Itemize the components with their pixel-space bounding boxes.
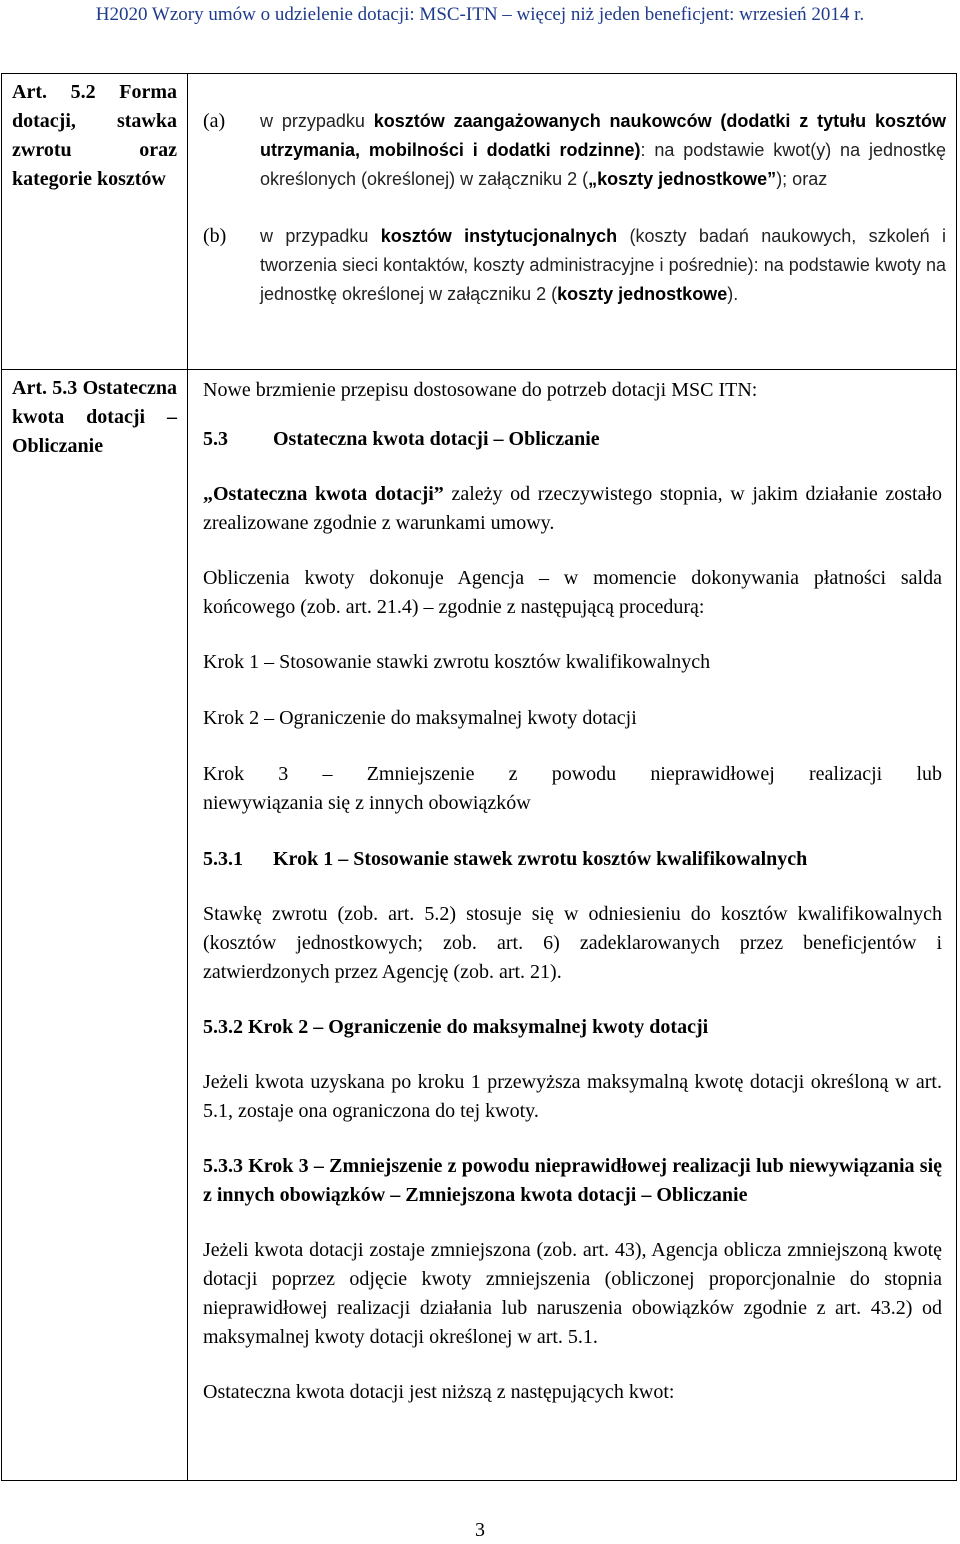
paragraph: Ostateczna kwota dotacji jest niższą z następujących kwot: (203, 1381, 675, 1403)
item-text: w przypadku kosztów zaangażowanych naukowców (dodatki z tytułu kosztów utrzymania, mobilności i dodatki rodzinne): na podstawie kwot(y) na jednostkę określonych (określonej) w załączniku 2 („koszty jednostkowe”); oraz (260, 111, 947, 189)
step-item: Krok 1 – Stosowanie stawki zwrotu kosztów kwalifikowalnych (203, 651, 711, 673)
paragraph: Jeżeli kwota uzyskana po kroku 1 przewyższa maksymalną kwotę dotacji określoną w art. 5.1, zostaje ona ograniczona do tej kwoty. (203, 1071, 942, 1122)
list-item-b (203, 222, 946, 309)
section-heading: 5.3.3 Krok 3 – Zmniejszenie z powodu nieprawidłowej realizacji lub niewywiązania się z innych obowiązków – Zmniejszona kwota dotacji – Obliczanie (203, 1155, 942, 1206)
item-label: (b) (203, 225, 227, 247)
intro-text: Nowe brzmienie przepisu dostosowane do potrzeb dotacji MSC ITN: (203, 379, 758, 401)
section-heading: 5.3 Ostateczna kwota dotacji – Obliczanie (203, 428, 600, 450)
paragraph: Stawkę zwrotu (zob. art. 5.2) stosuje się w odniesieniu do kosztów kwalifikowalnych (kosztów jednostkowych; zob. art. 6) zadeklarowanych przez beneficjentów i zatwierdzonych przez Agencję (zob. art. 21). (203, 903, 942, 983)
paragraph: Jeżeli kwota dotacji zostaje zmniejszona (zob. art. 43), Agencja oblicza zmniejszoną kwotę dotacji poprzez odjęcie kwoty zmniejszenia (obliczonej proporcjonalnie do stopnia nieprawidłowej realizacji działania lub naruszenia obowiązków zgodnie z art. 43.2) od maksymalnej kwoty dotacji określonej w art. 5.1. (203, 1239, 942, 1348)
article-body-cell (188, 370, 957, 1481)
article-cell (2, 370, 188, 1481)
section-heading: 5.3.2 Krok 2 – Ograniczenie do maksymalnej kwoty dotacji (203, 1016, 709, 1038)
list-item-a (203, 107, 946, 194)
step-item: Krok 3 – Zmniejszenie z powodu nieprawidłowej realizacji lub (203, 763, 942, 785)
article-heading: Art. 5.2 Forma dotacji, stawka zwrotu oraz kategorie kosztów (12, 81, 177, 190)
document-header: H2020 Wzory umów o udzielenie dotacji: MSC-ITN – więcej niż jeden beneficjent: wrzesień 2014 r. (95, 4, 865, 25)
paragraph: Obliczenia kwoty dokonuje Agencja – w momencie dokonywania płatności salda końcowego (zob. art. 21.4) – zgodnie z następującą procedurą: (203, 567, 942, 618)
step-item-continued: niewywiązania się z innych obowiązków (203, 792, 531, 814)
item-text: w przypadku kosztów instytucjonalnych (koszty badań naukowych, szkoleń i tworzenia sieci kontaktów, koszty administracyjne i pośrednie): na podstawie kwoty na jednostkę określonej w załączniku 2 (koszty jednostkowe). (260, 226, 946, 304)
contract-table (1, 73, 957, 1481)
article-body-cell (188, 74, 957, 370)
table-row (2, 370, 957, 1481)
section-heading: 5.3.1 Krok 1 – Stosowanie stawek zwrotu kosztów kwalifikowalnych (203, 848, 808, 870)
article-body (188, 370, 956, 1407)
table-row (2, 74, 957, 370)
article-heading: Art. 5.3 Ostateczna kwota dotacji – Obliczanie (12, 377, 177, 457)
item-label: (a) (203, 110, 226, 132)
page-number: 3 (475, 1519, 485, 1541)
step-item: Krok 2 – Ograniczenie do maksymalnej kwoty dotacji (203, 707, 637, 729)
paragraph: „Ostateczna kwota dotacji” zależy od rzeczywistego stopnia, w jakim działanie zostało zrealizowane zgodnie z warunkami umowy. (203, 483, 942, 534)
article-cell (2, 74, 188, 370)
